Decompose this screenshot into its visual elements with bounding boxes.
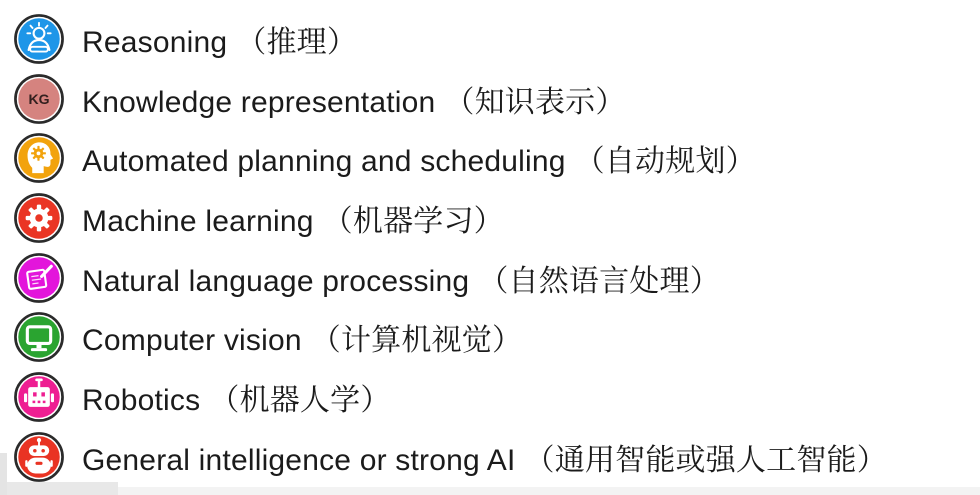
topic-label-en: Computer vision: [82, 324, 302, 358]
topic-label: [82, 77, 626, 121]
topic-label: [82, 196, 504, 240]
topic-label-en: General intelligence or strong AI: [82, 443, 516, 477]
topic-label-zh: （机器学习）: [322, 204, 504, 238]
kg-badge-icon: [14, 74, 64, 124]
note-pencil-icon: [14, 253, 64, 303]
topic-label-zh: （自然语言处理）: [478, 264, 720, 298]
topic-label-zh: （知识表示）: [444, 85, 626, 119]
robot-head-icon: [14, 372, 64, 422]
bottom-left-corner-patch: [0, 482, 118, 495]
list-item: [0, 9, 980, 69]
topic-label-zh: （机器人学）: [209, 383, 391, 417]
topic-list: [0, 9, 980, 487]
topic-label: [82, 256, 720, 300]
bottom-edge-strip: [0, 487, 980, 495]
list-item: [0, 128, 980, 188]
topic-label-en: Robotics: [82, 383, 201, 417]
gear-icon: [14, 193, 64, 243]
topic-label: [82, 136, 756, 180]
topic-label: [82, 435, 887, 479]
topic-label: [82, 375, 391, 419]
idea-person-icon: [14, 14, 64, 64]
topic-label-zh: （推理）: [236, 25, 358, 59]
topic-label-zh: （自动规划）: [574, 145, 756, 179]
list-item: [0, 307, 980, 367]
topic-label-en: Knowledge representation: [82, 85, 436, 119]
topic-label-zh: （计算机视觉）: [310, 324, 523, 358]
topic-label-en: Machine learning: [82, 204, 314, 238]
topic-label: [82, 315, 522, 359]
list-item: [0, 248, 980, 308]
list-item: [0, 427, 980, 487]
topic-label-en: Natural language processing: [82, 264, 470, 298]
topic-label: [82, 17, 357, 61]
list-item: [0, 188, 980, 248]
topic-label-en: Automated planning and scheduling: [82, 145, 566, 179]
topic-label-en: Reasoning: [82, 25, 228, 59]
list-item: [0, 367, 980, 427]
robot-icon: [14, 432, 64, 482]
left-edge-strip: [0, 453, 7, 495]
head-gear-icon: [14, 133, 64, 183]
monitor-icon: [14, 312, 64, 362]
topic-label-zh: （通用智能或强人工智能）: [524, 443, 887, 477]
list-item: [0, 69, 980, 129]
svg-text:KG: KG: [28, 90, 50, 107]
